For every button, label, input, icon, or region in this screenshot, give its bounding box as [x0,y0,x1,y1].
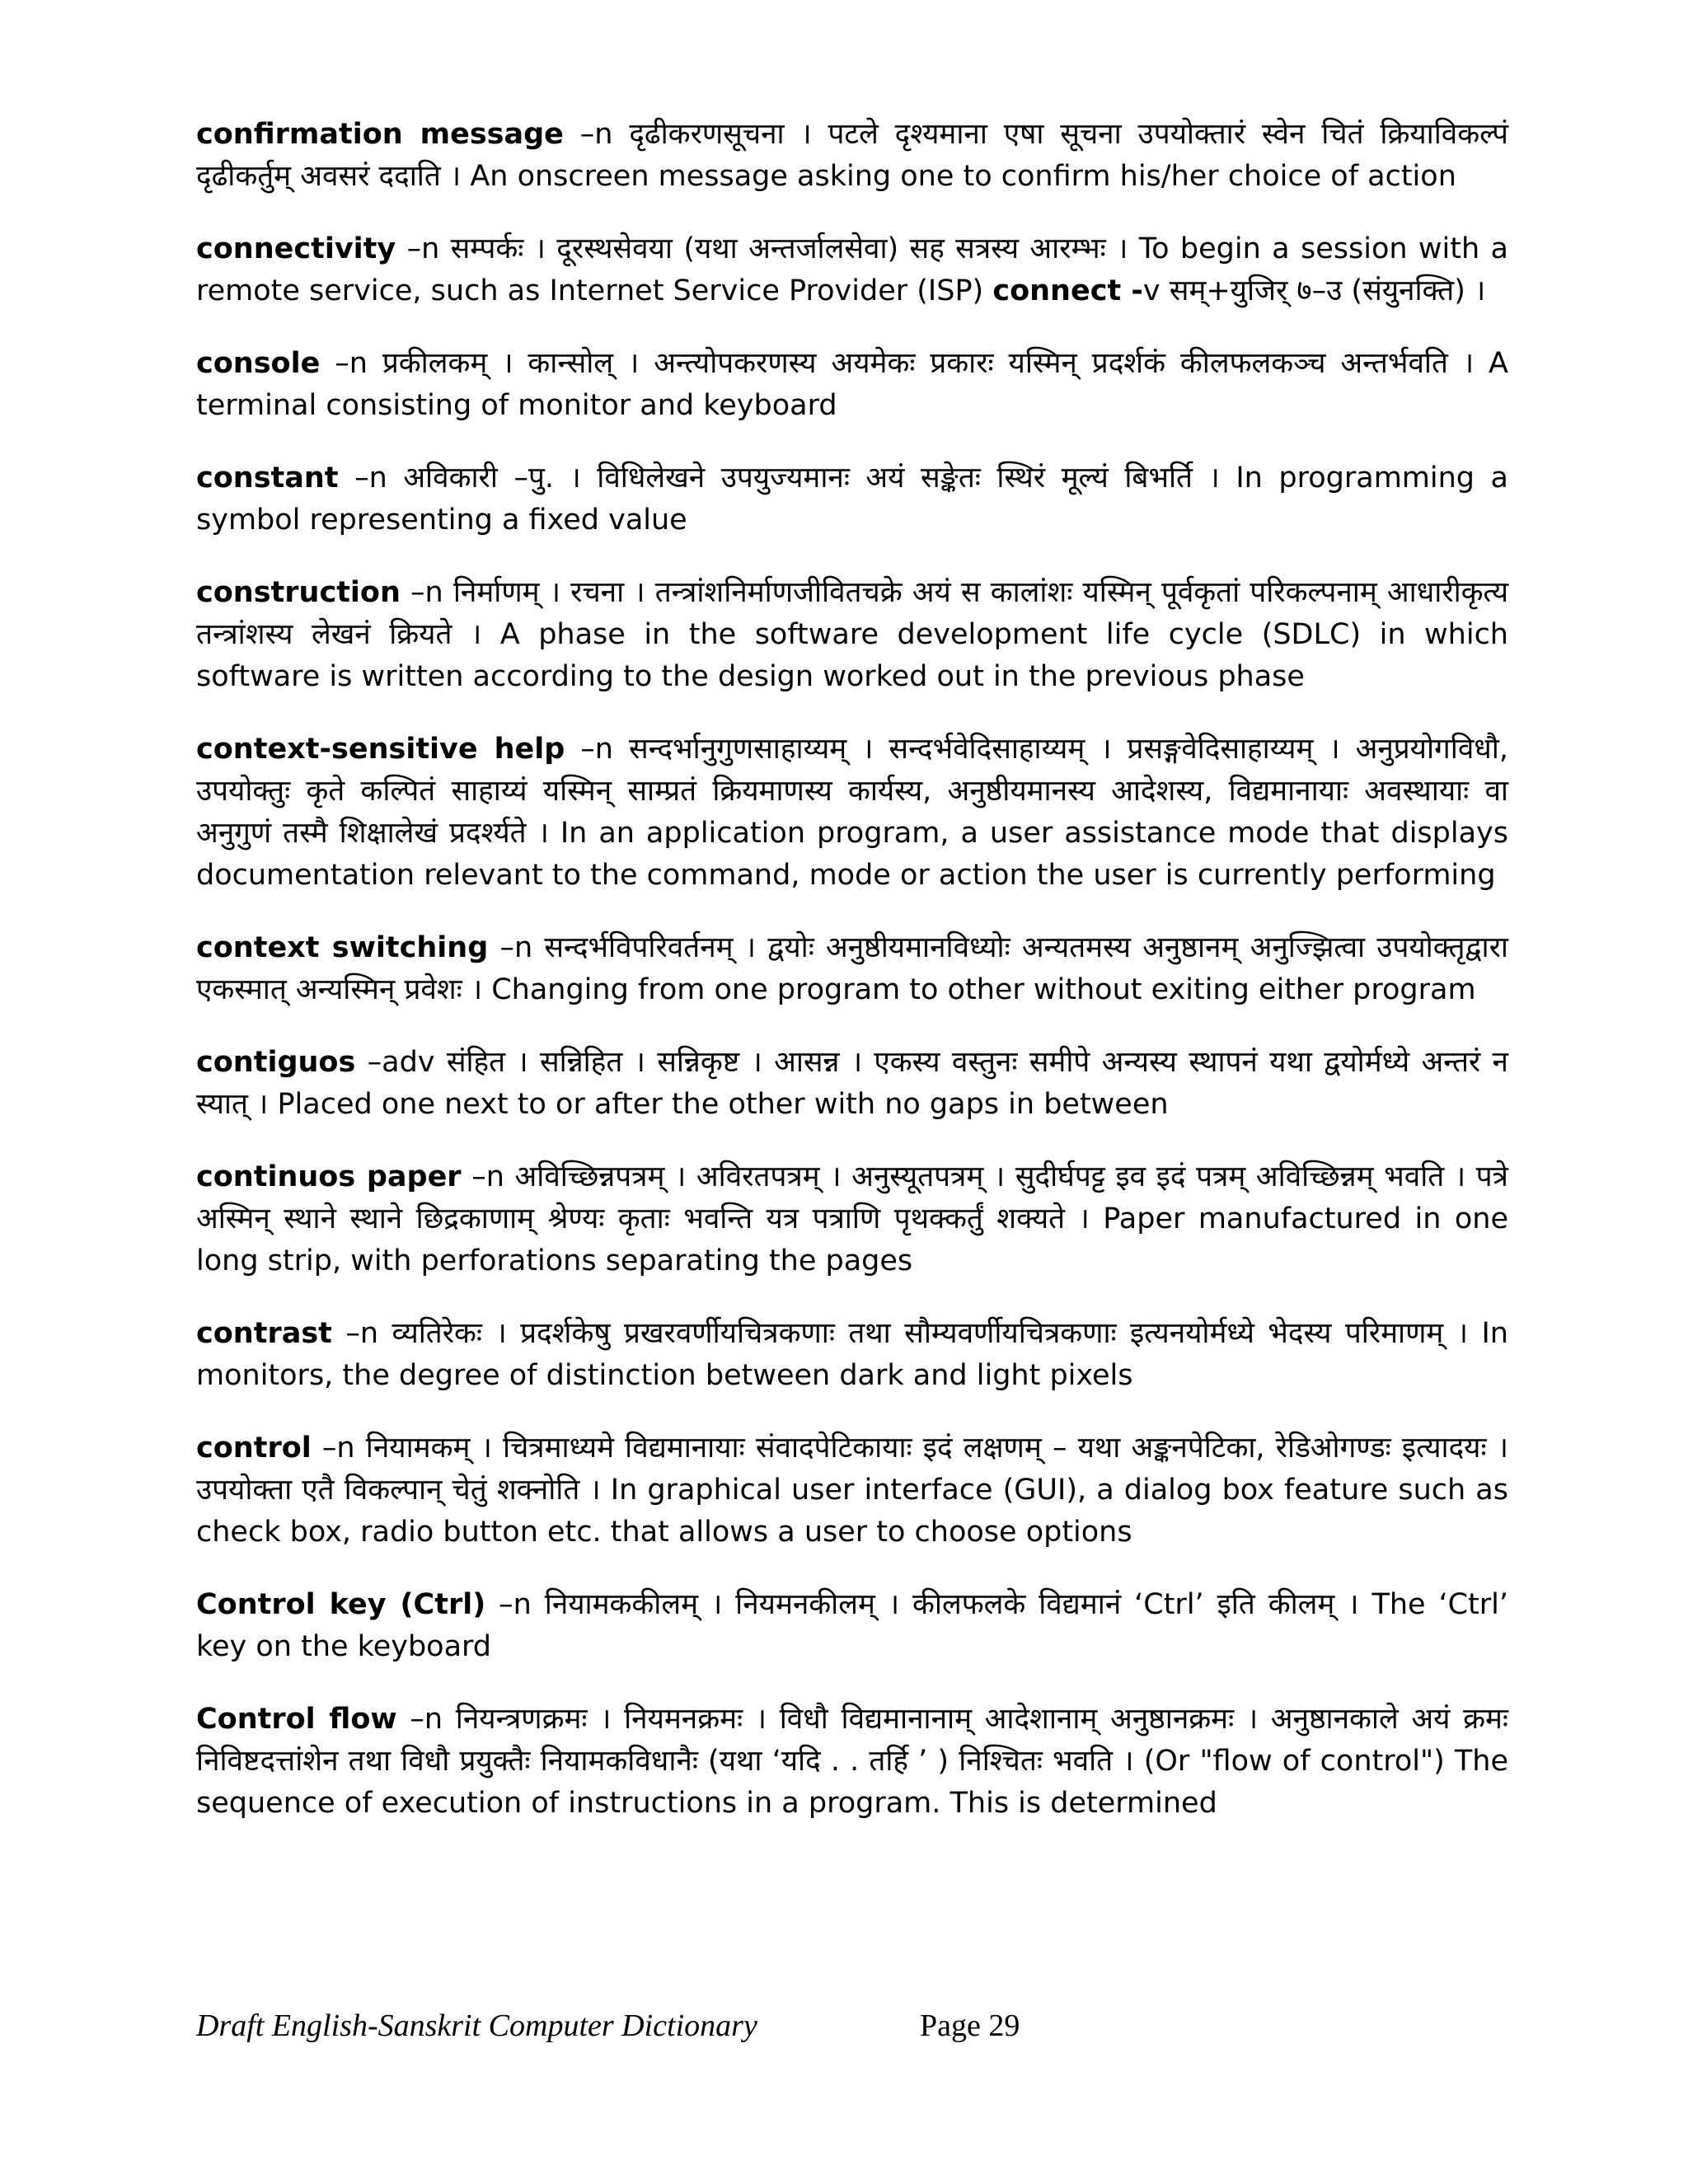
english-definition: A terminal consisting of monitor and keyboard [196,347,1508,422]
entry-term: console [196,347,321,380]
sanskrit-definition: नियन्त्रणक्रमः । नियमनक्रमः । विधौ विद्यमानानाम् आदेशानाम् अनुष्ठानक्रमः । अनुष्ठानकाले अयं क्रमः निविष्टदत्तांशेन तथा विधौ प्रयुक्तैः नियामकविधानैः (यथा ‘यदि . . तर्हि ’ ) निश्चितः भवति । [196,1703,1508,1778]
part-of-speech: –n [311,1432,366,1465]
part-of-speech: –n [565,733,629,766]
sanskrit-definition: निर्माणम् । रचना । तन्त्रांशनिर्माणजीवितचक्रे अयं स कालांशः यस्मिन् पूर्वकृतां परिकल्पनाम् आधारीकृत्य तन्त्रांशस्य लेखनं क्रियते । [196,576,1509,651]
related-sanskrit-definition: सम्+युजिर् ७–उ (संयुनक्ति) । [1169,274,1486,307]
english-definition: In programming a symbol representing a fixed value [196,462,1509,537]
dictionary-entry [196,1313,1508,1397]
entry-term: context switching [196,931,489,964]
part-of-speech: –n [563,118,630,151]
entry-term: context-sensitive help [196,733,565,766]
part-of-speech: –n [400,576,453,609]
related-part-of-speech: v [1142,274,1170,307]
part-of-speech: –adv [355,1046,447,1079]
entry-term: confirmation message [196,118,564,151]
part-of-speech: –n [485,1588,545,1621]
dictionary-entry [196,228,1508,312]
entry-term: construction [196,576,401,609]
english-definition: In graphical user interface (GUI), a dialog box feature such as check box, radio button etc. that allows a user to choose options [196,1474,1508,1549]
part-of-speech: –n [338,462,404,494]
english-definition: To begin a session with a remote service, such as Internet Service Provider (ISP) [196,232,1509,307]
sanskrit-definition: प्रकीलकम् । कान्सोल् । अन्त्योपकरणस्य अयमेकः प्रकारः यस्मिन् प्रदर्शकं कीलफलकञ्च अन्तर्भवति । [382,347,1489,380]
sanskrit-definition: अविच्छिन्नपत्रम् । अविरतपत्रम् । अनुस्यूतपत्रम् । सुदीर्घपट्ट इव इदं पत्रम् अविच्छिन्नम् भवति । पत्रे अस्मिन् स्थाने स्थाने छिद्रकाणाम् श्रेण्यः कृताः भवन्ति यत्र पत्राणि पृथक्कर्तुं शक्यते । [196,1160,1509,1235]
entry-term: contrast [196,1317,332,1350]
part-of-speech: –n [396,1703,456,1736]
dictionary-entry [196,457,1508,541]
page-number: Page 29 [920,2008,1020,2043]
sanskrit-definition: संहित । सन्निहित । सन्निकृष्ट । आसन्न । एकस्य वस्तुनः समीपे अन्यस्य स्थापनं यथा द्वयोर्मध्ये अन्तरं न स्यात् । [196,1046,1508,1121]
related-term: connect - [992,274,1143,307]
sanskrit-definition: सम्पर्कः । दूरस्थसेवया (यथा अन्तर्जालसेवा) सह सत्रस्य आरम्भः । [450,232,1139,265]
entry-term: Control flow [196,1703,397,1736]
sanskrit-definition: सन्दर्भानुगुणसाहाय्यम् । सन्दर्भवेदिसाहाय्यम् । प्रसङ्गवेदिसाहाय्यम् । अनुप्रयोगविधौ, उपयोक्तुः कृते कल्पितं साहाय्यं यस्मिन् साम्प्रतं क्रियमाणस्य कार्यस्य, अनुष्ठीयमानस्य आदेशस्य, विद्यमानायाः अवस्थायाः वा अनुगुणं तस्मै शिक्षालेखं प्रदर्श्यते । [196,733,1508,850]
sanskrit-definition: अविकारी –पु. । विधिलेखने उपयुज्यमानः अयं सङ्केतः स्थिरं मूल्यं बिभर्ति । [403,462,1236,494]
part-of-speech: –n [320,347,382,380]
entry-term: Control key (Ctrl) [196,1588,486,1621]
english-definition: Changing from one program to other without exiting either program [491,973,1476,1006]
entry-term: continuos paper [196,1160,462,1193]
dictionary-entry [196,114,1508,198]
dictionary-entry [196,572,1508,698]
english-definition: (Or "flow of control") The sequence of execution of instructions in a program. This is determined [196,1745,1508,1820]
part-of-speech: –n [396,232,451,265]
dictionary-entry [196,927,1508,1011]
sanskrit-definition: सन्दर्भविपरिवर्तनम् । द्वयोः अनुष्ठीयमानविध्योः अन्यतमस्य अनुष्ठानम् अनुज्झित्वा उपयोक्तृद्वारा एकस्मात् अन्यस्मिन् प्रवेशः । [196,931,1508,1006]
part-of-speech: –n [331,1317,392,1350]
part-of-speech: –n [488,931,545,964]
dictionary-entry [196,1584,1508,1668]
english-definition: Paper manufactured in one long strip, with perforations separating the pages [196,1202,1508,1277]
entry-term: contiguos [196,1046,356,1079]
english-definition: In monitors, the degree of distinction between dark and light pixels [196,1317,1508,1392]
part-of-speech: –n [461,1160,515,1193]
dictionary-entry [196,1156,1508,1282]
english-definition: A phase in the software development life cycle (SDLC) in which software is written according to the design worked out in the previous phase [196,618,1508,693]
dictionary-entry [196,343,1508,427]
dictionary-entry [196,729,1508,897]
entry-term: control [196,1432,312,1465]
entry-term: constant [196,462,339,494]
dictionary-entry [196,1699,1508,1825]
dictionary-entry [196,1042,1508,1126]
sanskrit-definition: दृढीकरणसूचना । पटले दृश्यमाना एषा सूचना उपयोक्तारं स्वेन चितं क्रियाविकल्पं दृढीकर्तुम् अवसरं ददाति । [196,118,1508,193]
footer-title: Draft English-Sanskrit Computer Dictionary [196,2008,757,2043]
english-definition: An onscreen message asking one to confirm his/her choice of action [470,160,1456,193]
dictionary-entries [196,114,1508,1855]
english-definition: Placed one next to or after the other with no gaps in between [277,1088,1169,1121]
english-definition: In an application program, a user assistance mode that displays documentation relevant to the command, mode or action the user is currently performing [196,817,1509,892]
sanskrit-definition: नियामककीलम् । नियमनकीलम् । कीलफलके विद्यमानं ‘Ctrl’ इति कीलम् । [544,1588,1372,1621]
english-definition: The ‘Ctrl’ key on the keyboard [196,1588,1509,1663]
sanskrit-definition: व्यतिरेकः । प्रदर्शकेषु प्रखरवर्णीयचित्रकणाः तथा सौम्यवर्णीयचित्रकणाः इत्यनयोर्मध्ये भेदस्य परिमाणम् । [392,1317,1482,1350]
entry-term: connectivity [196,232,396,265]
sanskrit-definition: नियामकम् । चित्रमाध्यमे विद्यमानायाः संवादपेटिकायाः इदं लक्षणम् – यथा अङ्कनपेटिका, रेडिओगण्डः इत्यादयः । उपयोक्ता एतै विकल्पान् चेतुं शक्नोति । [196,1432,1508,1507]
dictionary-entry [196,1427,1508,1554]
